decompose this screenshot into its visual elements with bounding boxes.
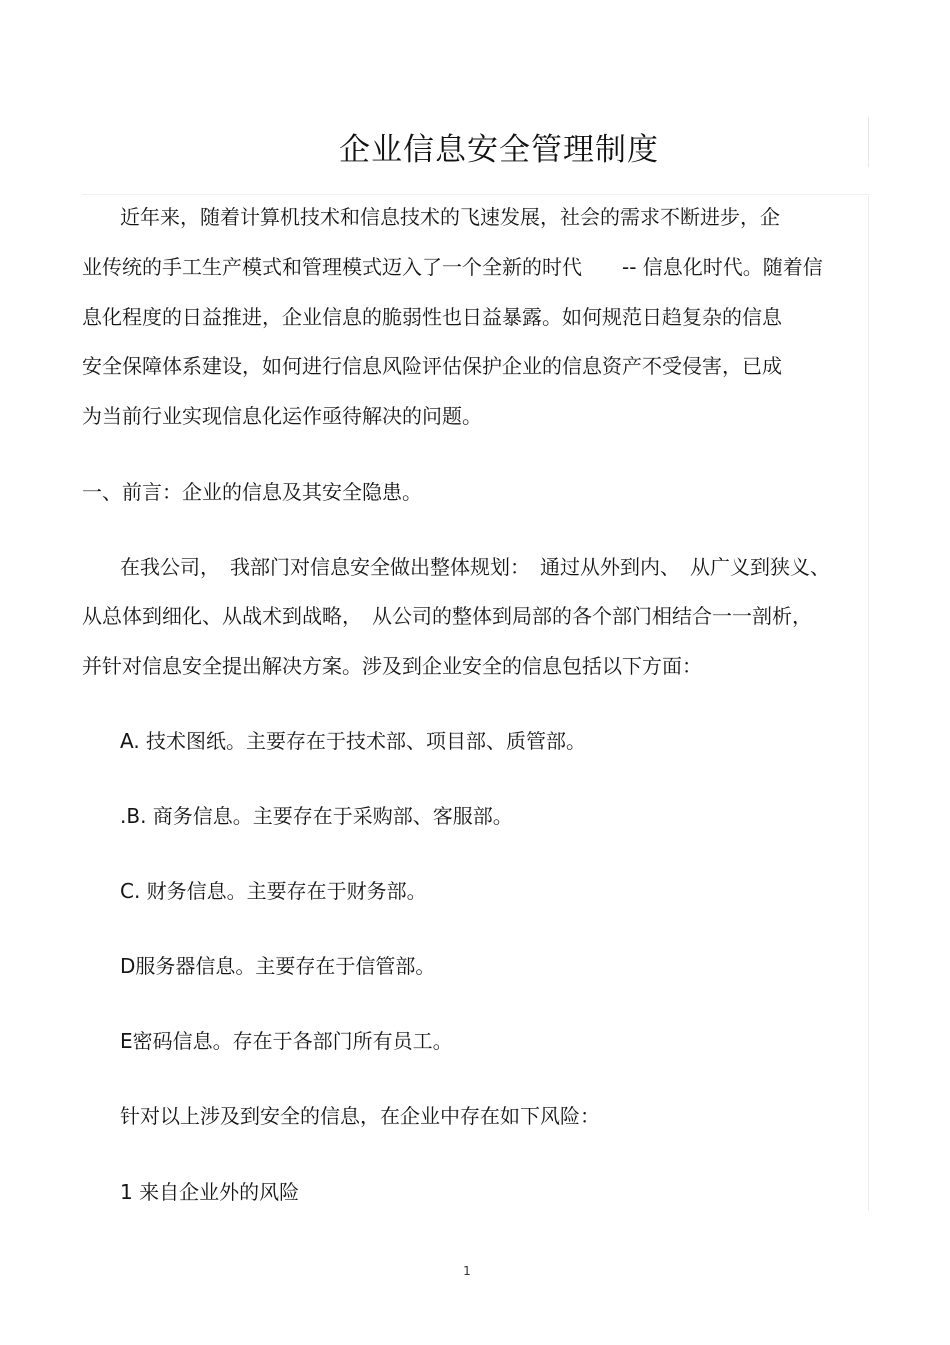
margin-rule-body bbox=[868, 196, 869, 1211]
intro-line: 近年来，随着计算机技术和信息技术的飞速发展，社会的需求不断进步，企 bbox=[120, 205, 780, 229]
list-item: E密码信息。存在于各部门所有员工。 bbox=[120, 1029, 453, 1053]
risk-heading: 1 来自企业外的风险 bbox=[120, 1180, 300, 1204]
plan-line: 并针对信息安全提出解决方案。涉及到企业安全的信息包括以下方面： bbox=[82, 654, 702, 678]
intro-line: 业传统的手工生产模式和管理模式迈入了一个全新的时代 -- 信息化时代。随着信 bbox=[82, 255, 823, 279]
plan-line: 从总体到细化、从战术到战略， 从公司的整体到局部的各个部门相结合一一剖析， bbox=[82, 604, 812, 628]
section-heading: 一、前言：企业的信息及其安全隐患。 bbox=[82, 480, 422, 504]
risk-intro: 针对以上涉及到安全的信息，在企业中存在如下风险： bbox=[120, 1104, 600, 1128]
intro-line: 为当前行业实现信息化运作亟待解决的问题。 bbox=[82, 404, 482, 428]
list-item: C. 财务信息。主要存在于财务部。 bbox=[120, 879, 427, 903]
list-item: A. 技术图纸。主要存在于技术部、项目部、质管部。 bbox=[120, 729, 587, 753]
list-item: .B. 商务信息。主要存在于采购部、客服部。 bbox=[120, 804, 513, 828]
page-number: 1 bbox=[463, 1264, 471, 1278]
header-rule bbox=[82, 194, 869, 195]
plan-line: 在我公司， 我部门对信息安全做出整体规划： 通过从外到内、 从广义到狭义、 bbox=[120, 555, 830, 579]
intro-line: 息化程度的日益推进，企业信息的脆弱性也日益暴露。如何规范日趋复杂的信息 bbox=[82, 305, 782, 329]
document-title: 企业信息安全管理制度 bbox=[339, 132, 659, 168]
list-item: D服务器信息。主要存在于信管部。 bbox=[120, 954, 436, 978]
intro-line: 安全保障体系建设，如何进行信息风险评估保护企业的信息资产不受侵害，已成 bbox=[82, 354, 782, 378]
